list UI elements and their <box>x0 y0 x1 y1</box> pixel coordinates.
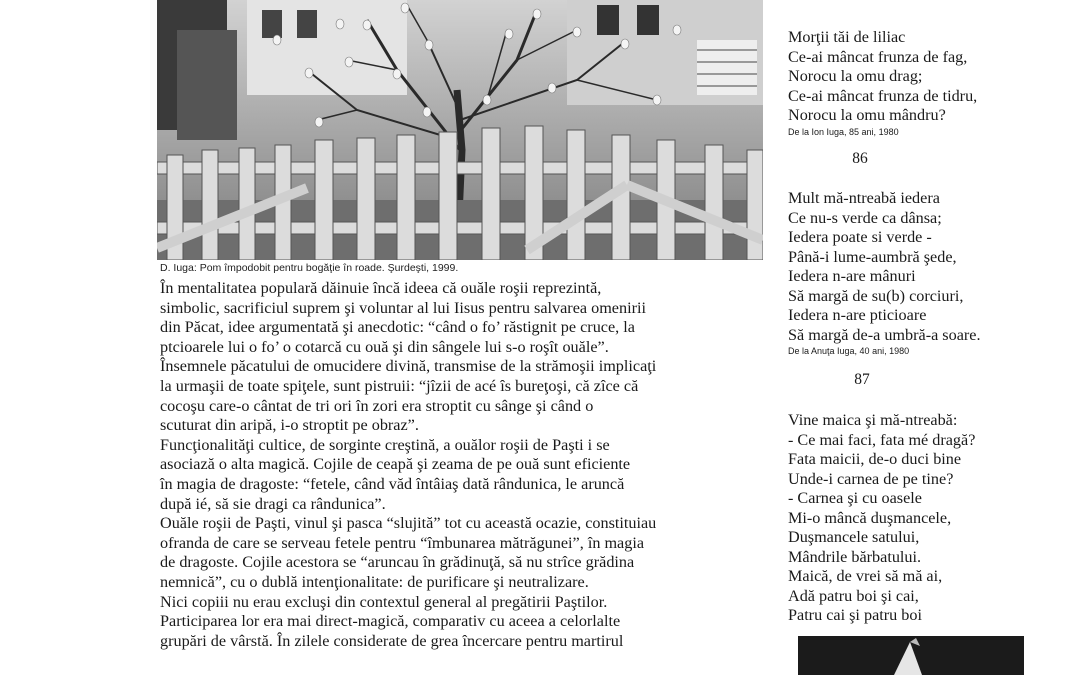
poem-line: Ce-ai mâncat frunza de tidru, <box>788 86 978 105</box>
main-article-text <box>160 279 766 651</box>
poem-line: Ce nu-s verde ca dânsa; <box>788 208 942 227</box>
text-line: Ouăle roşii de Paşti, vinul şi pasca “slujită” tot cu această ocazie, constituiau <box>160 514 657 533</box>
poem-line: Până-i lume-aumbră şede, <box>788 247 957 266</box>
poem-line: Să margă de-a umbră-a soare. <box>788 325 981 344</box>
text-line: din Păcat, idee argumentată şi anecdotic: “când o fo’ răstignit pe cruce, la <box>160 318 635 337</box>
text-line: Însemnele păcatului de omucidere divină, transmise de la strămoşii implicaţi <box>160 357 657 376</box>
bottom-photo-fragment <box>798 636 1024 675</box>
poem-87 <box>788 411 1028 626</box>
poem-line: Unde-i carnea de pe tine? <box>788 469 954 488</box>
poem-line: Fata maicii, de-o duci bine <box>788 450 962 468</box>
text-line: de dragoste. Cojile acestora se “aruncau în grădinuţă, să nu strîce grădina <box>160 553 635 572</box>
poem-line: Mult mă-ntreabă iedera <box>788 189 940 207</box>
text-line: scuturat din aripă, i-o stroptit pe obraz”. <box>160 416 419 435</box>
photo-illustration <box>798 636 1024 675</box>
text-line: ptcioarele lui o fo’ o cotarcă cu ouă şi din sângele lui s-o roşît ouăle”. <box>160 337 609 356</box>
poem-line: Iedera poate si verde - <box>788 228 932 246</box>
text-line: cocoşu care-o cântat de tri ori în zori era stroptit cu sânge şi când o <box>160 396 594 415</box>
poem-line: Mândrile bărbatului. <box>788 547 922 566</box>
poem-86 <box>788 189 1028 359</box>
poem-line: Iedera n-are mânuri <box>788 267 916 285</box>
text-line: la urmaşii de toate spiţele, sunt pistruii: “jîzii de acé îs bureţoşi, că zîce că <box>160 376 639 395</box>
poem-line: Norocu la omu drag; <box>788 67 923 85</box>
text-line: nemnică”, cu o dublă intenţionalitate: de purificare şi neutralizare. <box>160 572 589 591</box>
poem-line: Adă patru boi şi cai, <box>788 586 919 605</box>
text-line: Nici copiii nu erau excluşi din contextul general al pregătirii Paştilor. <box>160 592 608 611</box>
poem-number-86: 86 <box>852 150 868 167</box>
text-line: după ié, să sie dragi ca rândunica”. <box>160 494 386 513</box>
poem-line: Vine maica şi mă-ntreabă: <box>788 411 958 429</box>
text-line: ofranda de care se serveau fetele pentru “îmbunarea mătrăgunei”, în magia <box>160 533 645 552</box>
poem-line: Norocu la omu mândru? <box>788 106 946 124</box>
tree-fence-photo <box>157 0 763 260</box>
poem-line: Mi-o mâncă duşmancele, <box>788 508 952 527</box>
poem-line: Maică, de vrei să mă ai, <box>788 567 943 585</box>
photo-caption: D. Iuga: Pom împodobit pentru bogăţie în roade. Şurdeşti, 1999. <box>160 262 459 274</box>
poem-credit: De la Ion Iuga, 85 ani, 1980 <box>788 126 899 137</box>
poem-line: Morţii tăi de liliac <box>788 28 906 46</box>
poem-line: Duşmancele satului, <box>788 528 920 546</box>
poem-line: Să margă de su(b) corciuri, <box>788 286 964 305</box>
poem-line: Iedera n-are pticioare <box>788 306 927 324</box>
text-line: Funcţionalităţi cultice, de sorginte creştină, a ouălor roşii de Paşti i se <box>160 435 610 454</box>
text-line: Participarea lor era mai direct-magică, comparativ cu aceea a celorlalte <box>160 612 621 631</box>
poem-85-fragment <box>788 28 1028 140</box>
text-line: simbolic, sacrificiul suprem şi voluntar al lui Iisus pentru salvarea omenirii <box>160 298 646 317</box>
poem-credit: De la Anuţa Iuga, 40 ani, 1980 <box>788 346 910 356</box>
poem-line: - Ce mai faci, fata mé dragă? <box>788 430 976 449</box>
text-line: grupări de vârstă. În zilele considerate de grea încercare pentru martirul <box>160 631 624 650</box>
poem-line: Patru cai şi patru boi <box>788 606 922 624</box>
text-line: În mentalitatea populară dăinuie încă ideea că ouăle roşii reprezintă, <box>160 279 602 297</box>
text-line: în magia de dragoste: “fetele, când văd întâiaş dată rândunica, le aruncă <box>160 474 625 493</box>
poem-number-87: 87 <box>854 371 870 388</box>
text-line: asociază o alta magică. Cojile de ceapă şi zeama de pe ouă sunt eficiente <box>160 455 631 474</box>
poem-line: - Carnea şi cu oasele <box>788 489 922 507</box>
photo-illustration <box>157 0 763 260</box>
poem-line: Ce-ai mâncat frunza de fag, <box>788 47 968 66</box>
